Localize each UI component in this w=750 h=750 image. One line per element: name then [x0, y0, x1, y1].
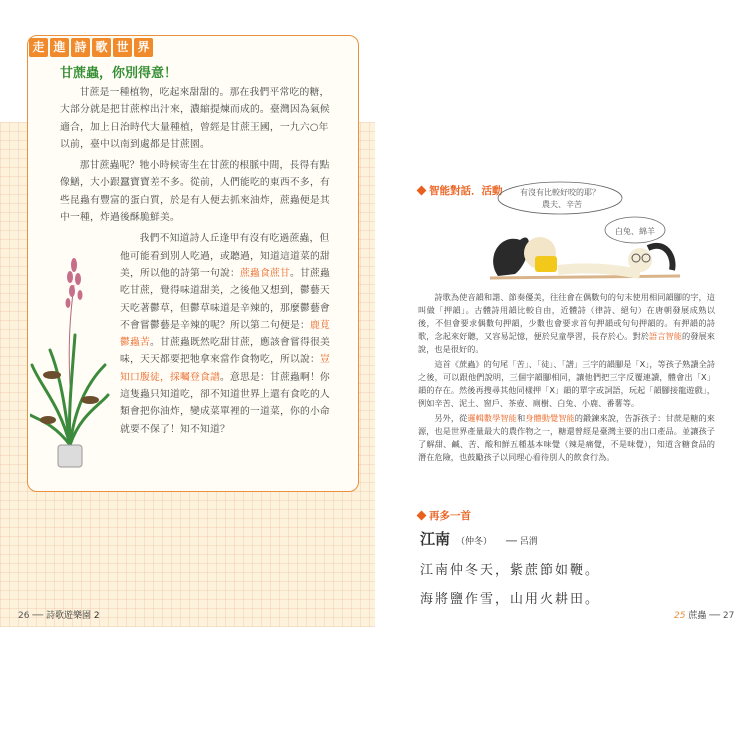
- highlight-phrase: 邏輯數學智能: [467, 413, 517, 423]
- body-text-run: 和: [516, 413, 526, 423]
- story-text-run: 。意思是：甘蔗蟲啊！你這隻蟲只知道吃，卻不知道世界上還有食吃的人類會把你油炸，變成菜單裡的一道菜，你的小命就要不保了！知不知道？: [120, 371, 330, 435]
- story-paragraph-2: 那甘蔗蟲呢？牠小時候寄生在甘蔗的根脈中間，長得有點像鱔，大小跟蠶寶寶差不多。從前，人們能吃的東西不多，有些昆蟲有豐富的蛋白質，於是有人便去抓來油炸，蔗蟲便是其中一種，炸過後酥脆鮮美。: [60, 160, 330, 224]
- sugarcane-plant-illustration: [30, 255, 110, 485]
- body-text-run: 的鍛鍊來說，告訴孩子：甘蔗是糖的來源，也是世界產量最大的農作物之一，糖還曾經是臺灣主要的出口產品。並讓孩子了解甜、鹹、苦、酸和鮮五種基本味覺（辣是痛覺，不是味覺），知道含糖食品的潛在危險，也鼓勵孩子以同理心看待別人的飲食行為。: [418, 413, 715, 462]
- chapter-title: 蔗蟲: [688, 611, 707, 621]
- extra-poem: [420, 528, 720, 607]
- speech-bubble-text: 農夫、辛苦: [542, 200, 582, 209]
- story-paragraph-1: 甘蔗是一種植物，吃起來甜甜的。那在我們平常吃的糖，大部分就是把甘蔗榨出汁來，濃縮提煉而成的。臺灣因為氣候適合，加上日治時代大量種植，曾經是甘蔗王國，一九六○年以前，臺中以南到處都是甘蔗園。: [60, 87, 330, 150]
- extra-poem-subtitle: （仲冬）: [456, 537, 493, 547]
- story-text-run: 我們不知道詩人丘逢甲有沒有吃過蔗蟲，但他可能看到別人吃過，或聽過，知道這道菜的甜美，所以他的詩第一句說：: [120, 233, 330, 279]
- page-number: 25: [674, 611, 686, 621]
- extra-poem-header: [420, 528, 720, 549]
- extra-poem-line-1: 江南仲冬天，紫蔗節如鞭。: [420, 563, 601, 578]
- highlight-phrase: 蔗蟲食蔗甘: [239, 267, 290, 279]
- section-tab-char: 歌: [92, 38, 111, 57]
- activity-body: [418, 291, 715, 466]
- diamond-icon: [417, 186, 427, 196]
- right-folio: 25 蔗蟲 ── 27: [674, 611, 735, 621]
- activity-paragraph-2: 這首《蔗蟲》的句尾「苦」、「徒」、「譜」三字的韻腳是「X」，等孩子熟讀全詩之後，可以跟他們說明，三個字韻腳相同，讓他們把三字反覆連讀，體會出「X」韻的存在。然後再搜尋其他同樣押「X」韻的單字或詞語，玩起「韻腳接龍遊戲」，例如辛苦、泥土、窗戶、茶壺、廁樹、白兔、小鹿、番薯等。: [418, 359, 715, 408]
- speech-bubble-text: 白兔、綿羊: [615, 227, 655, 236]
- book-title: 詩歌遊樂園 2: [46, 611, 100, 621]
- poem-title: 甘蔗蟲，你別得意！: [60, 66, 178, 81]
- highlight-phrase: 身體動覺智能: [525, 413, 575, 423]
- highlight-phrase: 鹿莧鬱蟲苦: [120, 319, 330, 349]
- reading-child-illustration: [480, 178, 690, 288]
- page-number: 27: [722, 611, 735, 621]
- left-folio: 26 ── 詩歌遊樂園 2: [18, 611, 100, 621]
- activity-paragraph-3: [418, 412, 715, 464]
- page-number: 26: [18, 611, 30, 621]
- extra-poem-line-2: 海將鹽作雪，山用火耕田。: [420, 592, 601, 607]
- story-text-run: 。甘蔗蟲吃甘蔗，覺得味道甜美，之後他又想到，鬱藝天天吃著鬱草，但鬱草味道是辛辣的，那麼鬱藝會不會嘗鬱藝是辛辣的呢？所以第二句便是：: [120, 267, 330, 331]
- section-tab: [29, 38, 153, 57]
- activity-paragraph-1: [418, 291, 715, 356]
- body-text-run: 另外，從: [434, 413, 468, 423]
- activity-heading-text: 智能對話．活動: [429, 185, 503, 197]
- story-text-run: 。甘蔗蟲既然吃甜甘蔗，應該會嘗得很美味，天天都要把牠拿來當作食物吃，所以說：: [120, 337, 330, 366]
- highlight-phrase: 豈知口腹徒，採囑登食譜: [120, 354, 330, 383]
- plant-icon: [30, 258, 108, 467]
- extra-poem-title: 江南: [420, 530, 451, 548]
- more-poem-heading-text: 再多一首: [429, 510, 471, 522]
- more-poem-heading: [418, 508, 471, 523]
- body-text-run: 的發展來說，也是很好的。: [418, 331, 715, 354]
- extra-poem-author: ── 呂渭: [506, 537, 538, 547]
- section-tab-char: 進: [50, 38, 69, 57]
- highlight-phrase: 語言智能: [649, 331, 683, 341]
- section-tab-char: 詩: [71, 38, 90, 57]
- section-tab-char: 世: [113, 38, 132, 57]
- section-tab-char: 界: [134, 38, 153, 57]
- body-text-run: 詩歌為使音韻和諧、節奏優美，往往會在偶數句的句末使用相同韻腳的字，這叫做「押韻」。古體詩用韻比較自由，近體詩（律詩、絕句）在唐朝發展成熟以後，不但會要求偶數句押韻，少數也會要求首句押韻或句句押韻的。有押韻的詩歌，念起來好聽，又容易記憶，便於兒童學習，長存於心。對於: [418, 292, 715, 341]
- section-tab-char: 走: [29, 38, 48, 57]
- diamond-icon: [417, 511, 427, 521]
- speech-bubble-text: 有沒有比較好咬的耶？: [520, 188, 600, 197]
